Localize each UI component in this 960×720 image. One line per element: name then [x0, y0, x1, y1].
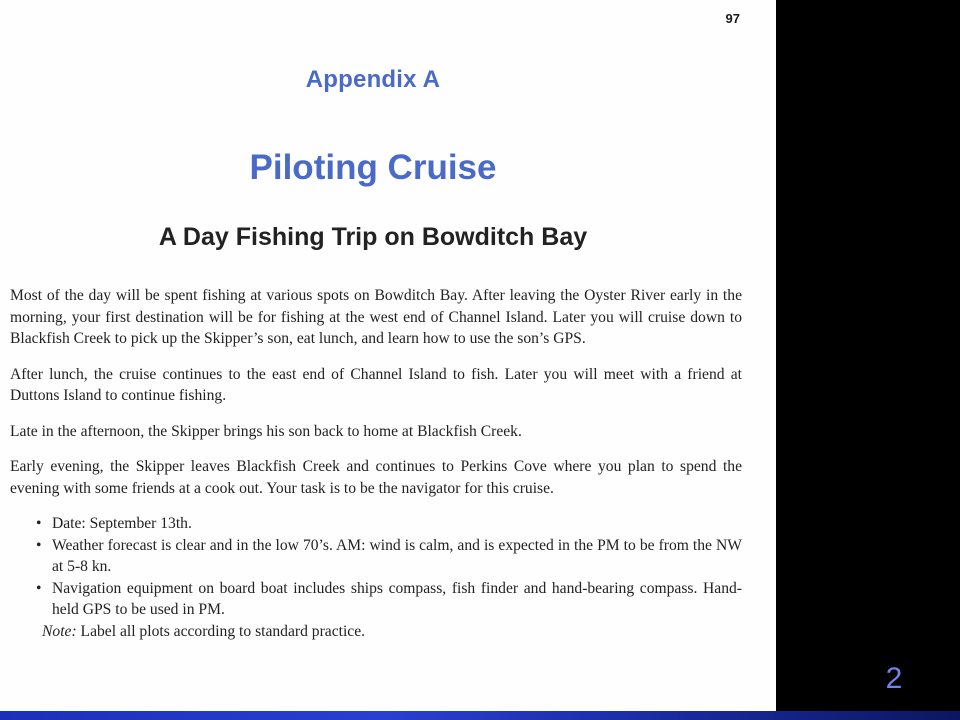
note: [10, 621, 742, 643]
bottom-accent-bar: [0, 711, 960, 720]
note-label: Note:: [42, 622, 77, 640]
list-item: [36, 578, 742, 621]
document-body: [10, 285, 742, 642]
bullet-icon: •: [36, 579, 42, 597]
page-subtitle: A Day Fishing Trip on Bowditch Bay: [158, 223, 588, 251]
list-item: [36, 513, 742, 535]
list-item-text: Date: September 13th.: [52, 515, 192, 532]
paragraph: Most of the day will be spent fishing at various spots on Bowditch Bay. After leaving the Oyster River early in the morning, your first destination will be for fishing at the west end of Channel Island. Later you will cruise down to Blackfish Creek to pick up the Skipper’s son, eat lunch, and learn how to use the son’s GPS.: [10, 287, 742, 347]
list-item: [36, 535, 742, 578]
note-text: Label all plots according to standard practice.: [76, 622, 366, 640]
bullet-list: [10, 513, 742, 621]
appendix-title: Appendix A: [305, 66, 441, 93]
paragraph: Early evening, the Skipper leaves Blackfish Creek and continues to Perkins Cove where you plan to spend the evening with some friends at a cook out. Your task is to be the navigator for this cruise.: [10, 458, 742, 497]
slide-number: 2: [885, 662, 903, 695]
page-title: Piloting Cruise: [249, 148, 497, 187]
paragraph: Late in the afternoon, the Skipper brings his son back to home at Blackfish Creek.: [10, 422, 522, 440]
bullet-icon: •: [36, 536, 42, 554]
list-item-text: Weather forecast is clear and in the low 70’s. AM: wind is calm, and is expected in the PM to be from the NW at 5-8 kn.: [52, 536, 742, 575]
page-number: 97: [725, 11, 740, 26]
list-item-text: Navigation equipment on board boat includes ships compass, fish finder and hand-bearing compass. Hand-held GPS to be used in PM.: [52, 579, 742, 618]
paragraph: After lunch, the cruise continues to the east end of Channel Island to fish. Later you will meet with a friend at Duttons Island to continue fishing.: [10, 365, 742, 404]
bullet-icon: •: [36, 515, 42, 532]
